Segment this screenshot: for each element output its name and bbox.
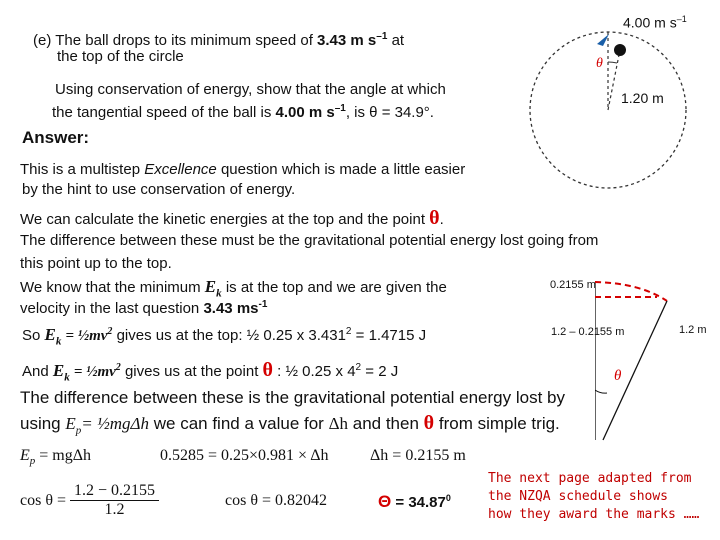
nzqa-note: The next page adapted from the NZQA schedule shows how they award the marks ……: [488, 471, 700, 522]
part-label: (e): [33, 32, 52, 49]
speed-label: 4.00 m $s^{-1}$: [623, 14, 687, 31]
cos-equation: cos θ = $\frac{1.2 - 0.2155}{1.2}$: [20, 482, 159, 519]
cos-fraction: $\frac{1.2 - 0.2155}{1.2}$: [70, 482, 159, 519]
question-line-3: Using conservation of energy, show that the angle at which: [55, 81, 446, 98]
sector-diagram: [595, 265, 705, 445]
theta-label-bottom: θ: [614, 368, 622, 384]
theta-result: $\Theta = 34.87^0$: [378, 492, 451, 511]
answer-line-11: using $E_p=$ ½mgΔh we can find a value for Δh and then θ from simple trig.: [20, 412, 560, 437]
ep-equation: $E_p = mg\Delta h$: [20, 447, 92, 468]
answer-line-6: We know that the minimum $E_k$ is at the top and we are given the: [20, 277, 447, 300]
question-line-4: the tangential speed of the ball is 4.00 m $s^{-1}$, is θ = 34.9°.: [52, 103, 434, 121]
answer-line-7: velocity in the last question 3.43 $ms^{-1}$: [20, 299, 268, 317]
bottom-angle-arc: [595, 390, 607, 393]
answer-line-3: We can calculate the kinetic energies at the top and the point θ.: [20, 207, 444, 229]
tangential-speed-value: 4.00 m $s^{-1}$: [275, 103, 346, 121]
circle-diagram: [500, 0, 720, 200]
h-label: 0.2155 m: [550, 279, 596, 291]
answer-line-5: this point up to the top.: [20, 255, 172, 272]
answer-line-9: And $E_k$ = $\frac{1}{2}mv^2$ gives us at the point θ : ½ 0.25 x $4^2 = 2$ J: [22, 359, 399, 384]
theta-label-top: θ: [596, 56, 603, 71]
radius-line: [603, 301, 667, 440]
ep-substitution: 0.5285 = 0.25×0.981 × Δh: [160, 447, 329, 464]
r-label: 1.2 m: [679, 324, 707, 336]
answer-line-1: This is a multistep Excellence question which is made a little easier: [20, 161, 466, 178]
answer-line-10: The difference between these is the gravitational potential energy lost by: [20, 388, 565, 407]
arc-dash: [595, 282, 667, 301]
question-line-2: the top of the circle: [57, 48, 184, 65]
velocity-arrow-icon: [597, 34, 609, 46]
answer-line-4: The difference between these must be the gravitational potential energy lost going from: [20, 232, 599, 249]
angle-arc: [608, 62, 617, 63]
diff-label: 1.2 – 0.2155 m: [551, 326, 625, 338]
theta-symbol: θ: [429, 207, 440, 229]
angled-radius: [608, 50, 620, 110]
answer-heading: Answer:: [22, 128, 90, 147]
question-line-1: (e) The ball drops to its minimum speed of 3.43 m $s^{-1}$ at: [33, 31, 405, 49]
delta-h-result: Δh = 0.2155 m: [370, 447, 466, 464]
answer-line-2: by the hint to use conservation of energy.: [22, 181, 296, 198]
min-speed-value: 3.43 m $s^{-1}$: [317, 31, 388, 49]
answer-line-8: So $E_k$ = $\frac{1}{2}mv^2$ gives us at the top: ½ 0.25 x 3.431$^2$ = 1.4715 J: [22, 325, 427, 348]
ball-icon: [614, 44, 626, 56]
cos-value: cos θ = 0.82042: [225, 492, 328, 509]
radius-label: 1.20 m: [621, 90, 664, 106]
